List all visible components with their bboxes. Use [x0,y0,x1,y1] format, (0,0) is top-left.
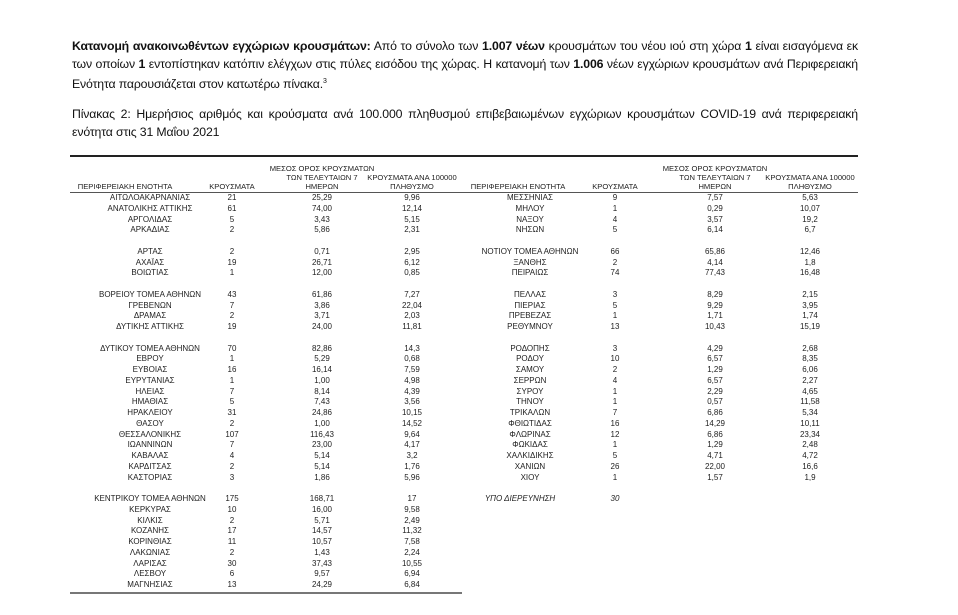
cases: 2 [612,365,618,374]
region-name: ΘΑΣΟΥ [136,418,164,428]
cases-per-100k: 5,96 [404,472,420,482]
cases-per-100k: 2,68 [802,343,818,353]
avg-7-days: 9,29 [707,300,723,310]
cases-per-100k: 0,85 [404,268,420,278]
header-avg-line1: ΜΕΣΟΣ ΟΡΟΣ ΚΡΟΥΣΜΑΤΩΝ [269,164,375,173]
avg-7-days: 5,14 [314,461,330,471]
cases: 1 [612,397,618,407]
cases: 2 [229,515,235,525]
region-name: ΝΗΣΩΝ [515,225,545,235]
cases: 4 [612,214,618,224]
avg-7-days: 9,57 [314,569,330,579]
cases-per-100k: 10,11 [800,418,820,428]
region-name: ΝΟΤΙΟΥ ΤΟΜΕΑ ΑΘΗΝΩΝ [481,246,579,256]
region-name: ΞΑΝΘΗΣ [513,257,547,267]
avg-7-days: 37,43 [311,558,333,568]
cases: 2 [229,311,235,321]
cases: 21 [227,193,237,202]
cases-per-100k: 11,81 [402,322,422,331]
avg-7-days: 1,29 [707,440,723,450]
cases-per-100k: 17 [407,494,417,503]
cases: 7 [229,440,235,450]
intro-text: εντοπίστηκαν κατόπιν ελέγχων στις πύλες εισόδου της χώρας. Η κατανομή των [145,57,574,72]
cases-per-100k: 6,7 [804,225,816,235]
avg-7-days: 74,00 [311,203,333,213]
avg-7-days: 3,57 [707,214,723,224]
avg-7-days: 3,71 [314,311,330,321]
cases-per-100k: 11,58 [800,397,820,407]
cases: 11 [227,537,237,546]
region-name: ΘΕΣΣΑΛΟΝΙΚΗΣ [118,429,182,439]
cases: 17 [227,526,237,536]
region-name: ΕΥΡΥΤΑΝΙΑΣ [125,375,175,385]
cases: 16 [227,365,237,374]
cases-per-100k: 5,63 [802,193,818,202]
region-name: ΚΟΖΑΝΗΣ [130,526,170,536]
region-name: ΚΟΡΙΝΘΙΑΣ [128,537,172,546]
region-name: ΗΜΑΘΙΑΣ [131,397,169,407]
cases: 2 [612,257,618,267]
cases-per-100k: 1,74 [802,311,818,321]
region-name: ΠΙΕΡΙΑΣ [514,300,546,310]
cases: 4 [612,375,618,385]
avg-7-days: 14,29 [704,418,726,428]
under-investigation-cases: 30 [610,494,620,503]
region-name: ΡΕΘΥΜΝΟΥ [507,322,553,331]
avg-7-days: 1,00 [314,375,330,385]
cases: 61 [227,203,237,213]
avg-7-days: 116,43 [310,429,334,439]
avg-7-days: 16,00 [311,504,333,514]
table-caption: Πίνακας 2: Ημερήσιος αριθμός και κρούσματα ανά 100.000 πληθυσμού επιβεβαιωμένων εγχώριων κρουσμάτων COVID-19 ανά περιφερειακή ενότητα στις 31 Μαΐου 2021 [72,107,858,140]
region-name: ΗΛΕΙΑΣ [135,386,165,396]
avg-7-days: 24,00 [311,322,333,331]
avg-7-days: 5,14 [314,451,330,460]
cases: 1 [612,203,618,213]
region-name: ΜΑΓΝΗΣΙΑΣ [127,580,173,589]
region-name: ΣΥΡΟΥ [516,386,544,396]
region-name: ΝΑΞΟΥ [516,214,544,224]
intro-text: κρουσμάτων του νέου ιού στη χώρα [544,39,745,53]
avg-7-days: 25,29 [311,193,333,202]
cases: 12 [610,429,620,439]
cases-per-100k: 4,39 [404,386,420,396]
cases: 66 [610,246,620,256]
region-name: ΔΥΤΙΚΗΣ ΑΤΤΙΚΗΣ [116,322,184,331]
region-name: ΙΩΑΝΝΙΝΩΝ [127,440,173,450]
intro-text: είναι εισαγόμενα εκ των οποίων [72,39,859,72]
cases: 16 [610,418,620,428]
cases: 5 [229,214,235,224]
region-name: ΤΗΝΟΥ [516,397,544,407]
avg-7-days: 82,86 [311,343,333,353]
header-per100k-line2: ΠΛΗΘΥΣΜΟ [788,182,832,191]
cases-per-100k: 10,15 [401,408,423,417]
region-name: ΑΡΚΑΔΙΑΣ [130,225,170,235]
avg-7-days: 24,29 [311,580,333,589]
cases-per-100k: 6,84 [404,580,420,589]
region-name: ΑΙΤΩΛΟΑΚΑΡΝΑΝΙΑΣ [109,193,191,202]
cases: 6 [229,569,235,579]
cases: 1 [612,311,618,321]
cases-per-100k: 10,55 [401,558,423,568]
cases-per-100k: 12,46 [799,246,821,256]
cases: 30 [227,558,237,568]
region-name: ΧΙΟΥ [520,472,540,482]
region-name: ΦΛΩΡΙΝΑΣ [509,429,551,439]
cases: 70 [227,343,237,353]
region-name: ΕΒΡΟΥ [136,354,164,364]
avg-7-days: 4,14 [707,257,723,267]
header-region: ΠΕΡΙΦΕΡΕΙΑΚΗ ΕΝΟΤΗΤΑ [77,182,173,191]
cases: 10 [610,354,620,364]
region-name: ΛΑΡΙΣΑΣ [133,558,167,568]
avg-7-days: 77,43 [704,268,726,278]
avg-7-days: 1,43 [314,547,330,557]
avg-7-days: 4,71 [707,451,723,460]
region-name: ΛΕΣΒΟΥ [133,569,167,579]
cases-per-100k: 2,03 [404,311,420,321]
region-name: ΧΑΛΚΙΔΙΚΗΣ [506,451,554,460]
cases-per-100k: 4,72 [802,451,818,460]
avg-7-days: 24,86 [311,408,333,417]
cases-per-100k: 2,24 [404,547,420,557]
region-name: ΑΝΑΤΟΛΙΚΗΣ ΑΤΤΙΚΗΣ [107,203,193,213]
header-cases: ΚΡΟΥΣΜΑΤΑ [592,182,638,191]
cases-per-100k: 3,2 [406,451,418,460]
cases-per-100k: 5,15 [404,214,420,224]
region-name: ΡΟΔΟΠΗΣ [510,343,550,353]
region-name: ΚΑΡΔΙΤΣΑΣ [128,461,172,471]
intro-lead: Κατανομή ανακοινωθέντων εγχώριων κρουσμάτων: [72,39,371,53]
intro-bold: 1.006 [573,57,604,72]
cases-per-100k: 19,2 [802,214,818,224]
cases: 13 [227,580,237,589]
cases-per-100k: 6,12 [404,257,420,267]
cases: 1 [612,440,618,450]
avg-7-days: 1,29 [707,365,723,374]
avg-7-days: 0,57 [707,397,723,407]
region-name: ΦΩΚΙΔΑΣ [512,440,548,450]
cases: 3 [612,343,618,353]
cases-per-100k: 4,65 [802,386,818,396]
avg-7-days: 5,71 [314,515,330,525]
region-name: ΒΟΡΕΙΟΥ ΤΟΜΕΑ ΑΘΗΝΩΝ [98,289,202,299]
avg-7-days: 6,14 [707,225,723,235]
cases: 43 [227,289,237,299]
avg-7-days: 3,43 [314,214,330,224]
avg-7-days: 7,43 [314,397,330,407]
region-name: ΑΧΑΪΑΣ [135,257,165,267]
avg-7-days: 5,86 [314,225,330,235]
avg-7-days: 4,29 [707,343,723,353]
avg-7-days: 10,43 [704,322,726,331]
cases: 26 [610,461,620,471]
intro-text: νέων εγχώριων κρουσμάτων ανά Περιφερειακή Ενότητα παρουσιάζεται στον κατωτέρω πίνακα. [72,57,858,92]
cases-per-100k: 6,06 [802,365,818,374]
table-top-rule [70,155,858,157]
avg-7-days: 6,86 [707,408,723,417]
header-per100k-line1: ΚΡΟΥΣΜΑΤΑ ΑΝΑ 100000 [765,173,855,182]
cases-per-100k: 9,58 [404,504,420,514]
cases: 5 [612,225,618,235]
avg-7-days: 23,00 [311,440,333,450]
cases-per-100k: 10,07 [799,203,821,213]
cases-per-100k: 7,59 [404,365,420,374]
avg-7-days: 168,71 [309,494,335,503]
region-name: ΜΕΣΣΗΝΙΑΣ [507,193,553,202]
avg-7-days: 12,00 [311,268,333,278]
cases: 7 [229,300,235,310]
region-name: ΣΑΜΟΥ [515,365,545,374]
cases-per-100k: 14,52 [401,418,423,428]
avg-7-days: 1,71 [707,311,723,321]
cases-per-100k: 2,31 [404,225,420,235]
avg-7-days: 1,86 [314,472,330,482]
region-name: ΣΕΡΡΩΝ [513,375,547,385]
cases-per-100k: 16,48 [799,268,821,278]
region-name: ΠΕΙΡΑΙΩΣ [511,268,549,278]
region-name: ΦΘΙΩΤΙΔΑΣ [508,418,552,428]
cases-per-100k: 0,68 [404,354,420,364]
cases: 31 [227,408,237,417]
header-region: ΠΕΡΙΦΕΡΕΙΑΚΗ ΕΝΟΤΗΤΑ [470,182,566,191]
region-name: ΑΡΤΑΣ [137,246,163,256]
avg-7-days: 1,00 [314,418,330,428]
cases: 5 [612,451,618,460]
region-name: ΚΕΡΚΥΡΑΣ [129,504,171,514]
cases-per-100k: 23,34 [799,429,821,439]
cases-per-100k: 4,98 [404,375,420,385]
avg-7-days: 6,86 [707,429,723,439]
cases-per-100k: 9,96 [404,193,420,202]
avg-7-days: 0,71 [314,246,330,256]
cases-per-100k: 6,94 [404,569,420,579]
avg-7-days: 14,57 [311,526,333,536]
cases-per-100k: 2,49 [404,515,420,525]
avg-7-days: 8,14 [314,386,330,396]
header-avg-line1: ΜΕΣΟΣ ΟΡΟΣ ΚΡΟΥΣΜΑΤΩΝ [662,164,768,173]
cases: 107 [225,429,239,439]
cases-per-100k: 12,14 [401,203,423,213]
cases: 3 [612,289,618,299]
cases-per-100k: 7,27 [404,289,420,299]
region-name: ΚΕΝΤΡΙΚΟΥ ΤΟΜΕΑ ΑΘΗΝΩΝ [94,494,206,503]
cases: 2 [229,547,235,557]
intro-bold: 1 [744,39,752,53]
avg-7-days: 0,29 [707,203,723,213]
cases: 10 [227,504,237,514]
cases: 2 [229,418,235,428]
cases-per-100k: 15,19 [799,322,821,331]
intro-text: Από το σύνολο των [370,39,483,53]
region-name: ΠΕΛΛΑΣ [513,289,547,299]
avg-7-days: 8,29 [707,289,723,299]
cases-per-100k: 1,8 [804,257,816,267]
cases: 5 [229,397,235,407]
cases-per-100k: 4,17 [404,440,420,450]
header-avg-line3: ΗΜΕΡΩΝ [305,182,339,191]
region-name: ΚΑΣΤΟΡΙΑΣ [127,472,173,482]
cases-per-100k: 7,58 [404,537,420,546]
cases-per-100k: 2,95 [404,246,420,256]
intro-paragraph [72,37,858,94]
cases: 7 [229,386,235,396]
cases-per-100k: 3,95 [802,300,818,310]
cases: 1 [229,268,235,278]
cases: 19 [227,257,237,267]
cases-per-100k: 9,64 [404,429,420,439]
region-name: ΕΥΒΟΙΑΣ [132,365,168,374]
cases-per-100k: 8,35 [802,354,818,364]
region-name: ΔΥΤΙΚΟΥ ΤΟΜΕΑ ΑΘΗΝΩΝ [100,343,200,353]
avg-7-days: 10,57 [311,537,333,546]
cases: 1 [612,472,618,482]
region-name: ΜΗΛΟΥ [515,203,545,213]
region-name: ΚΑΒΑΛΑΣ [131,451,169,460]
cases: 2 [229,225,235,235]
region-name: ΓΡΕΒΕΝΩΝ [128,300,172,310]
cases-per-100k: 1,76 [404,461,420,471]
cases: 1 [612,386,618,396]
cases: 175 [225,494,239,503]
avg-7-days: 5,29 [314,354,330,364]
avg-7-days: 2,29 [707,386,723,396]
cases-per-100k: 5,34 [802,408,818,417]
cases: 1 [229,375,235,385]
intro-bold: 1 [138,57,146,72]
intro-bold: 1.007 νέων [482,39,545,53]
cases: 2 [229,461,235,471]
cases: 3 [229,472,235,482]
cases-per-100k: 11,32 [402,526,422,536]
avg-7-days: 6,57 [707,354,723,364]
region-name: ΗΡΑΚΛΕΙΟΥ [127,408,173,417]
region-name: ΑΡΓΟΛΙΔΑΣ [127,214,173,224]
avg-7-days: 6,57 [707,375,723,385]
avg-7-days: 7,57 [707,193,723,202]
region-name: ΠΡΕΒΕΖΑΣ [508,311,552,321]
cases-per-100k: 16,6 [802,461,818,471]
region-name: ΒΟΙΩΤΙΑΣ [131,268,169,278]
cases-per-100k: 14,3 [404,343,420,353]
header-per100k-line1: ΚΡΟΥΣΜΑΤΑ ΑΝΑ 100000 [367,173,457,182]
cases: 5 [612,300,618,310]
region-name: ΧΑΝΙΩΝ [514,461,546,471]
footnote-ref[interactable]: 3 [322,78,327,86]
cases: 19 [227,322,237,331]
header-avg-line3: ΗΜΕΡΩΝ [698,182,732,191]
cases-per-100k: 2,15 [802,289,818,299]
cases-per-100k: 1,9 [804,472,816,482]
cases-per-100k: 2,27 [802,375,818,385]
cases: 7 [612,408,618,417]
avg-7-days: 65,86 [704,246,726,256]
region-name: ΔΡΑΜΑΣ [133,311,167,321]
cases: 2 [229,246,235,256]
table-bottom-rule [70,592,462,594]
region-name: ΡΟΔΟΥ [516,354,544,364]
avg-7-days: 61,86 [311,289,333,299]
region-name: ΛΑΚΩΝΙΑΣ [129,547,171,557]
cases-per-100k: 22,04 [401,300,423,310]
header-per100k-line2: ΠΛΗΘΥΣΜΟ [390,182,434,191]
avg-7-days: 3,86 [314,300,330,310]
cases-per-100k: 3,56 [404,397,420,407]
cases-per-100k: 2,48 [802,440,818,450]
header-avg-line2: ΤΩΝ ΤΕΛΕΥΤΑΙΩΝ 7 [679,173,751,182]
cases: 9 [612,193,618,202]
avg-7-days: 26,71 [311,257,333,267]
avg-7-days: 1,57 [707,472,723,482]
header-avg-line2: ΤΩΝ ΤΕΛΕΥΤΑΙΩΝ 7 [286,173,358,182]
region-name: ΤΡΙΚΑΛΩΝ [509,408,551,417]
avg-7-days: 16,14 [311,365,333,374]
cases: 13 [610,322,620,331]
cases: 1 [229,354,235,364]
under-investigation-label: ΥΠΟ ΔΙΕΡΕΥΝΗΣΗ [484,494,556,503]
header-cases: ΚΡΟΥΣΜΑΤΑ [209,182,255,191]
region-name: ΚΙΛΚΙΣ [137,515,163,525]
avg-7-days: 22,00 [704,461,726,471]
cases: 4 [229,451,235,460]
cases: 74 [610,268,620,278]
